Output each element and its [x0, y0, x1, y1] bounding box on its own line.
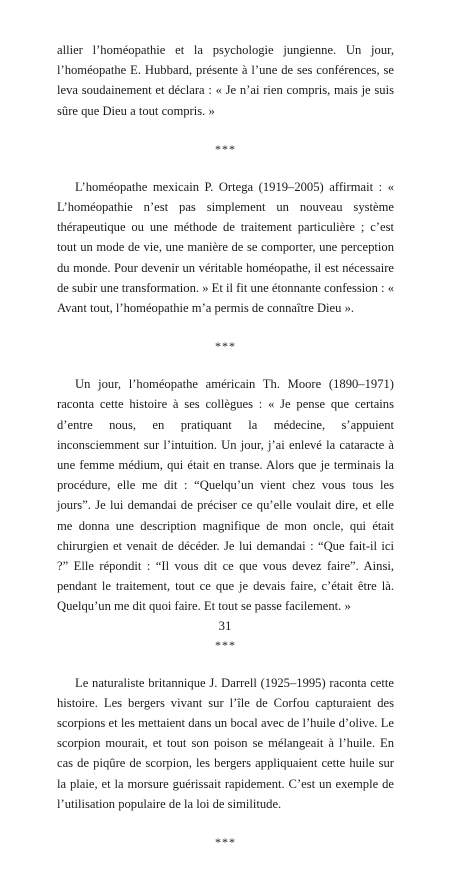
paragraph-darrell: Le naturaliste britannique J. Darrell (1925–1995) raconta cette histoire. Les bergers vivant sur l’île de Corfou capturaient des scorpions et les mettaient dans un bocal avec de l’huile d’olive. Le scorpion mourait, et tout son poison se mélangeait à l’huile. En cas de piqûre de scorpion, les bergers appliquaient cette huile sur la plaie, et la morsure guérissait rapidement. C’est un exemple de l’utilisation populaire de la loi de similitude. — [57, 675, 394, 811]
paragraph-moore: Un jour, l’homéopathe américain Th. Moore (1890–1971) raconta cette histoire à ses collègues : « Je pense que certains d’entre nous, en pratiquant la médecine, s’appuient inconsciemment sur l’intuition. Un jour, j’ai enlevé la cataracte à une femme médium, qui était en transe. Alors que je terminais la procédure, elle me dit : “Quelqu’un vient chez vous tous les jours”. Je lui demandai de préciser ce qu’elle voulait dire, et elle me donna une description magnifique de mon oncle, qui était chirurgien et venait de décéder. Je lui demandai : “Que fait-il ici ?” Elle répondit : “Il vous dit ce que vous devez faire”. Ainsi, pendant le traitement, tout ce que je devais faire, c’était être là. Quelqu’un me dit quoi faire. Et tout se passe facilement. » — [57, 377, 394, 614]
page-text-block — [57, 40, 394, 870]
section-separator: *** — [215, 141, 236, 156]
page-number: 31 — [218, 618, 232, 633]
section-separator: *** — [215, 835, 236, 850]
section-separator: *** — [215, 339, 236, 354]
paragraph-ortega: L’homéopathe mexicain P. Ortega (1919–2005) affirmait : « L’homéopathie n’est pas simplement un nouveau système thérapeutique ou une méthode de traitement particulière ; c’est tout un mode de vie, une manière de se comporter, une perception du monde. Pour devenir un véritable homéopathe, il est nécessaire de subir une transformation. » Et il fit une étonnante confession : « Avant tout, l’homéopathie m’a permis de connaître Dieu ». — [57, 179, 394, 316]
paragraph-hubbard: allier l’homéopathie et la psychologie jungienne. Un jour, l’homéopathe E. Hubbard, présente à l’une de ses conférences, se leva soudainement et déclara : « Je n’ai rien compris, mais je suis sûre que Dieu a tout compris. » — [57, 43, 394, 118]
section-separator: *** — [215, 637, 236, 652]
